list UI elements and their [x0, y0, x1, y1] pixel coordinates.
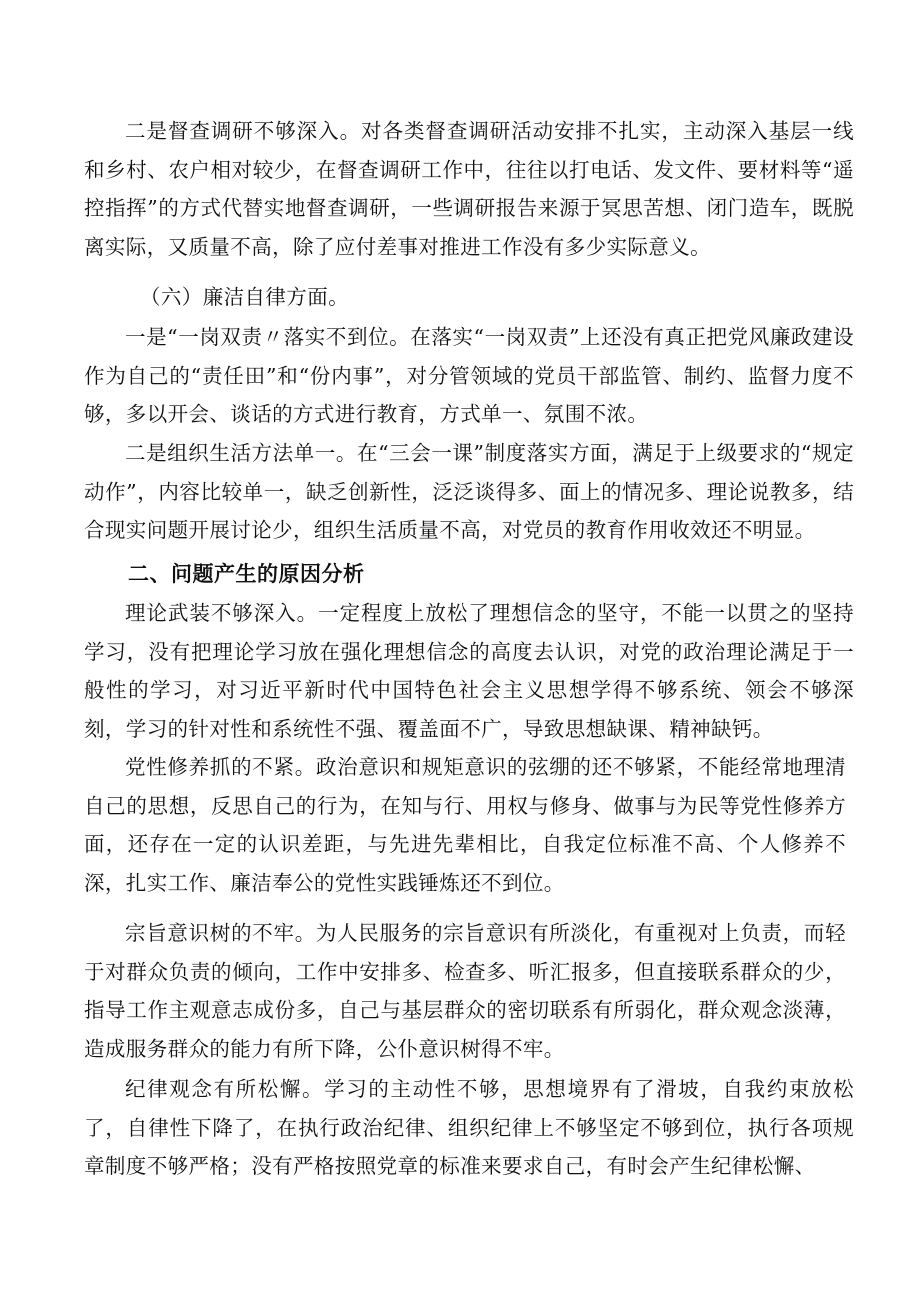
paragraph-organizational-life: 二是组织生活方法单一。在“三会一课”制度落实方面，满足于上级要求的“规定动作”，内容比较单一，缺乏创新性，泛泛谈得多、面上的情况多、理论说教多，结合现实问题开展讨论少，组织生活质量不高，对党员的教育作用收效还不明显。	[84, 441, 854, 543]
subheading-integrity-self-discipline: （六）廉洁自律方面。	[140, 285, 349, 309]
section-heading-cause-analysis: 二、问题产生的原因分析	[128, 562, 365, 586]
paragraph-supervision-research: 二是督查调研不够深入。对各类督查调研活动安排不扎实，主动深入基层一线和乡村、农户相对较少，在督查调研工作中，往往以打电话、发文件、要材料等“遥控指挥”的方式代替实地督查调研，一些调研报告来源于冥思苦想、闭门造车，既脱离实际，又质量不高，除了应付差事对推进工作没有多少实际意义。	[84, 119, 854, 259]
paragraph-purpose-awareness: 宗旨意识树的不牢。为人民服务的宗旨意识有所淡化，有重视对上负责，而轻于对群众负责的倾向，工作中安排多、检查多、听汇报多，但直接联系群众的少，指导工作主观意志成份多，自己与基层群众的密切联系有所弱化，群众观念淡薄，造成服务群众的能力有所下降，公仆意识树得不牢。	[84, 921, 846, 1061]
paragraph-discipline-concept: 纪律观念有所松懈。学习的主动性不够，思想境界有了滑坡，自我约束放松了，自律性下降了，在执行政治纪律、组织纪律上不够坚定不够到位，执行各项规章制度不够严格；没有严格按照党章的标准来要求自己，有时会产生纪律松懈、	[84, 1077, 854, 1179]
paragraph-theoretical-arming: 理论武装不够深入。一定程度上放松了理想信念的坚守，不能一以贯之的坚持学习，没有把理论学习放在强化理想信念的高度去认识，对党的政治理论满足于一般性的学习，对习近平新时代中国特色社会主义思想学得不够系统、领会不够深刻，学习的针对性和系统性不强、覆盖面不广，导致思想缺课、精神缺钙。	[84, 601, 854, 741]
paragraph-party-spirit-cultivation: 党性修养抓的不紧。政治意识和规矩意识的弦绷的还不够紧，不能经常地理清自己的思想，反思自己的行为，在知与行、用权与修身、做事与为民等党性修养方面，还存在一定的认识差距，与先进先辈相比，自我定位标准不高、个人修养不深，扎实工作、廉洁奉公的党性实践锤炼还不到位。	[84, 755, 846, 895]
paragraph-one-post-two-duties: 一是“一岗双责〃落实不到位。在落实“一岗双责”上还没有真正把党风廉政建设作为自己的“责任田”和“份内事”，对分管领域的党员干部监管、制约、监督力度不够，多以开会、谈话的方式进行教育，方式单一、氛围不浓。	[84, 325, 854, 427]
